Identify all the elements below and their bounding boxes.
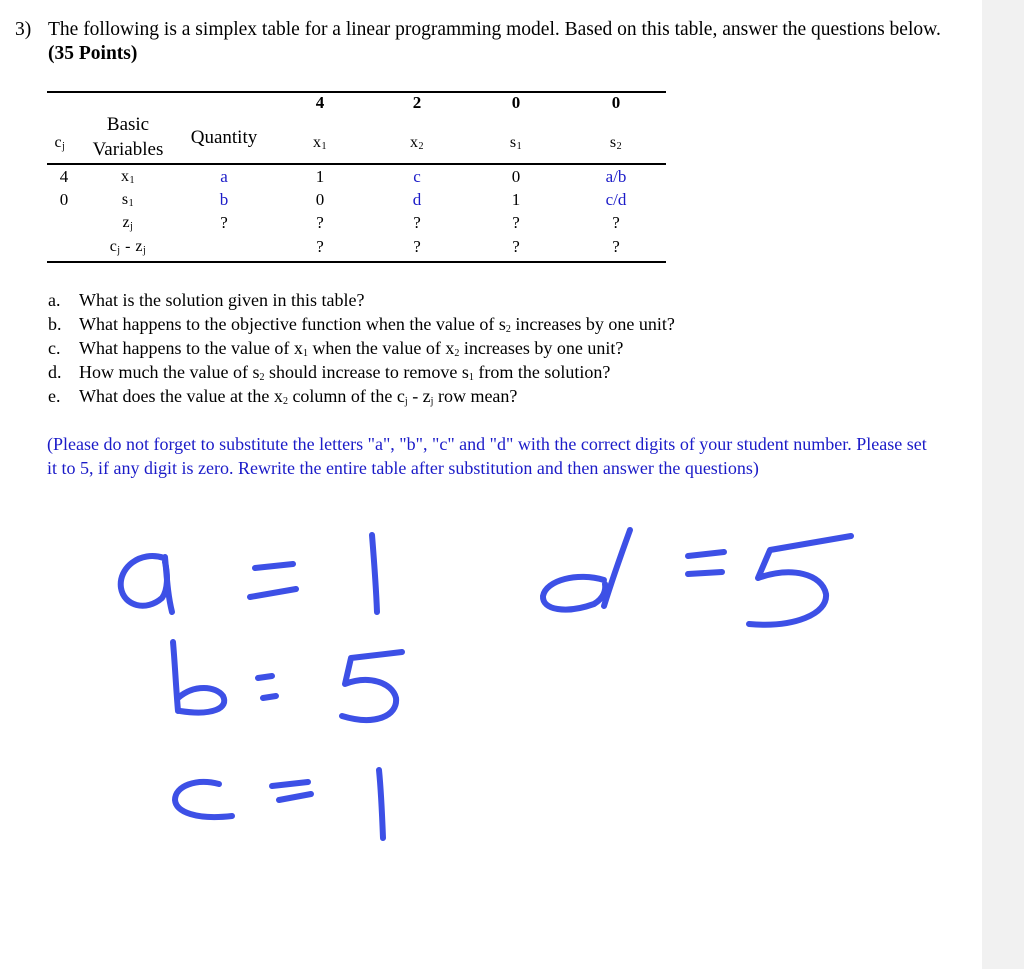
zj-label: $z_j$ [122, 214, 134, 232]
handwriting-c-equals-1 [175, 770, 383, 838]
row1-s1: 0 [511, 167, 521, 186]
question-text: What happens to the objective function when the value of $s_2$ increases by one unit? [79, 314, 675, 335]
zj-quantity: ? [220, 213, 228, 232]
instruction-note: (Please do not forget to substitute the letters "a", "b", "c" and "d" with the correct digits of your student number. Please set it to 5, if any digit is zero. Rewrite the entire table after substitution and then answer the questions) [47, 434, 927, 478]
problem-points: (35 Points) [48, 43, 138, 64]
row2-s1: 1 [511, 190, 521, 209]
row2-basic-var: $s_1$ [121, 191, 135, 209]
zj-s2: ? [612, 213, 620, 232]
row1-s2: a/b [605, 167, 627, 186]
cjzj-label: $c_j - z_j$ [109, 238, 147, 256]
zj-x2: ? [413, 213, 421, 232]
row1-x2: c [413, 167, 421, 186]
row2-x2: d [412, 190, 422, 209]
cj-coef-s2: 0 [611, 93, 621, 112]
cjzj-s2: ? [612, 237, 620, 256]
cjzj-x2: ? [413, 237, 421, 256]
handwriting-b-equals-5 [173, 642, 402, 720]
row1-quantity: a [220, 167, 228, 186]
row1-basic-var: $x_1$ [121, 168, 135, 186]
cjzj-x1: ? [316, 237, 324, 256]
header-basic: Basic [106, 114, 150, 135]
problem-number: 3) [15, 19, 32, 40]
problem-text: The following is a simplex table for a linear programming model. Based on this table, answer the questions below. [48, 19, 941, 40]
question-text: What does the value at the $x_2$ column of the $c_j - z_j$ row mean? [79, 386, 518, 407]
header-x1: $x_1$ [313, 134, 327, 152]
row2-cj: 0 [59, 190, 69, 209]
row1-x1: 1 [315, 167, 325, 186]
row2-quantity: b [219, 190, 229, 209]
zj-x1: ? [316, 213, 324, 232]
cj-coef-x1: 4 [315, 93, 325, 112]
question-label: d. [48, 362, 62, 382]
question-label: c. [48, 338, 61, 358]
row1-cj: 4 [59, 167, 69, 186]
header-x2: $x_2$ [410, 134, 424, 152]
header-s1: $s_1$ [509, 134, 523, 152]
question-text: What is the solution given in this table? [79, 290, 365, 310]
header-quantity: Quantity [190, 127, 258, 148]
cj-coef-s1: 0 [511, 93, 521, 112]
row2-s2: c/d [605, 190, 627, 209]
handwriting-a-equals-1 [121, 535, 377, 612]
row2-x1: 0 [315, 190, 325, 209]
header-s2: $s_2$ [609, 134, 623, 152]
handwriting-d-equals-5 [543, 530, 851, 625]
question-label: a. [48, 290, 61, 310]
zj-s1: ? [512, 213, 520, 232]
header-variables: Variables [92, 139, 164, 160]
header-cj: $c_j$ [54, 134, 66, 152]
question-label: e. [48, 386, 61, 406]
cj-coef-x2: 2 [412, 93, 422, 112]
question-text: What happens to the value of $x_1$ when the value of $x_2$ increases by one unit? [79, 338, 624, 359]
cjzj-s1: ? [512, 237, 520, 256]
question-text: How much the value of $s_2$ should increase to remove $s_1$ from the solution? [79, 362, 611, 383]
question-label: b. [48, 314, 62, 334]
